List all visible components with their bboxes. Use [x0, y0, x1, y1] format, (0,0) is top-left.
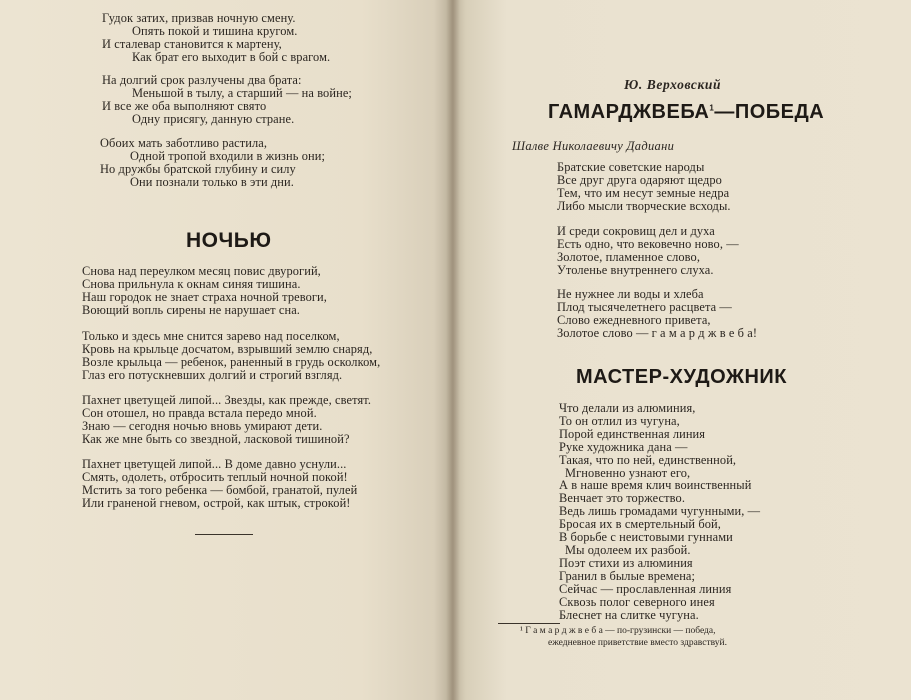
- stanza: [100, 137, 325, 189]
- footnote-line: ¹ Г а м а р д ж в е б а — по-грузински — победа,: [520, 626, 716, 636]
- verse-line: Что делали из алюминия,: [559, 401, 696, 415]
- verse-line: И сталевар становится к мартену,: [102, 36, 282, 51]
- verse-line: Тем, что им несут земные недра: [557, 185, 730, 200]
- verse-line: Снова над переулком месяц повис двурогий,: [82, 264, 321, 278]
- stanza: [82, 458, 357, 510]
- stanza: [82, 330, 380, 382]
- verse-line: Меньшой в тылу, а старший — на войне;: [132, 85, 352, 100]
- verse-line: Одну присягу, данную стране.: [132, 111, 295, 126]
- poem-title: [548, 101, 824, 124]
- verse-line: Пахнет цветущей липой... В доме давно уснули...: [82, 457, 347, 471]
- verse-line: Бросая их в смертельный бой,: [559, 517, 721, 532]
- stanza: [557, 161, 731, 213]
- verse-line: Мстить за того ребенка — бомбой, гранатой, пулей: [82, 482, 358, 497]
- stanza: [82, 265, 327, 317]
- verse-line: Руке художника дана —: [559, 439, 688, 454]
- verse-line: Братские советские народы: [557, 160, 705, 174]
- stanza: [102, 12, 330, 64]
- verse-line: Сейчас — прославленная линия: [559, 581, 732, 596]
- verse-line: Они познали только в эти дни.: [130, 174, 294, 189]
- verse-line: Сквозь полог северного инея: [559, 594, 715, 609]
- verse-line: Одной тропой входили в жизнь они;: [130, 148, 326, 163]
- verse-line: Мгновенно узнают его,: [565, 465, 691, 480]
- stanza: [557, 288, 757, 340]
- verse-line: Либо мысли творческие всходы.: [557, 198, 731, 213]
- verse-line: Или граненой гневом, острой, как штык, строкой!: [82, 495, 351, 510]
- verse-line: Пахнет цветущей липой... Звезды, как прежде, светят.: [82, 393, 372, 407]
- stanza: [102, 74, 352, 126]
- poem-title: МАСТЕР-ХУДОЖНИК: [576, 366, 788, 388]
- author: Ю. Верховский: [624, 77, 722, 92]
- verse-line: Венчает это торжество.: [559, 491, 686, 506]
- verse-line: На долгий срок разлучены два брата:: [102, 73, 302, 87]
- verse-line: Не нужнее ли воды и хлеба: [557, 287, 704, 301]
- verse-line: Как брат его выходит в бой с врагом.: [132, 49, 331, 64]
- verse-line: Знаю — сегодня ночью вновь умирают дети.: [82, 418, 323, 433]
- stanza: [557, 225, 739, 277]
- book-gutter: [446, 0, 460, 700]
- stanza: [559, 402, 760, 621]
- verse-line: Обоих мать заботливо растила,: [100, 136, 268, 150]
- footnote: [520, 626, 727, 649]
- verse-line: Такая, что по ней, единственной,: [559, 452, 737, 467]
- verse-line: Кровь на крыльце досчатом, взрывший землю снаряд,: [82, 341, 373, 356]
- verse-line: Снова прильнула к окнам синяя тишина.: [82, 276, 301, 291]
- left-page: [0, 0, 452, 700]
- verse-line: Утоленье внутреннего слуха.: [557, 262, 714, 277]
- poem-title: НОЧЬЮ: [186, 229, 272, 252]
- verse-line: И все же оба выполняют свято: [102, 98, 267, 113]
- stanza: [82, 394, 371, 446]
- verse-line: Золотое, пламенное слово,: [557, 249, 701, 264]
- verse-line: Все друг друга одаряют щедро: [557, 172, 722, 187]
- verse-line: Золотое слово — г а м а р д ж в е б а!: [557, 325, 758, 340]
- verse-line: Наш городок не знает страха ночной тревоги,: [82, 289, 327, 304]
- verse-line: Есть одно, что вековечно ново, —: [557, 236, 739, 251]
- verse-line: А в наше время клич воинственный: [559, 478, 752, 493]
- footnote-marker: 1: [709, 103, 715, 113]
- poem-title-rest: —ПОБЕДА: [714, 101, 825, 123]
- verse-line: То он отлил из чугуна,: [559, 413, 680, 428]
- verse-line: Как же мне быть со звездной, ласковой тишиной?: [82, 431, 350, 446]
- verse-line: Блеснет на слитке чугуна.: [559, 607, 699, 622]
- verse-line: Возле крыльца — ребенок, раненный в грудь осколком,: [82, 354, 381, 369]
- right-page: [452, 0, 911, 700]
- verse-line: Воющий вопль сирены не нарушает сна.: [82, 302, 300, 317]
- verse-line: Поэт стихи из алюминия: [559, 555, 693, 570]
- footnote-rule: [498, 623, 560, 624]
- verse-line: Сон отошел, но правда встала передо мной.: [82, 405, 317, 420]
- verse-line: Опять покой и тишина кругом.: [132, 23, 298, 38]
- verse-line: Глаз его потускневших долгий и строгий взгляд.: [82, 367, 343, 382]
- verse-line: Гранил в былые времена;: [559, 568, 696, 583]
- verse-line: Ведь лишь громадами чугунными, —: [559, 504, 761, 519]
- verse-line: Мы одолеем их разбой.: [565, 542, 691, 557]
- verse-line: Смять, одолеть, отбросить теплый ночной покой!: [82, 469, 348, 484]
- verse-line: Только и здесь мне снится зарево над поселком,: [82, 329, 340, 343]
- verse-line: В борьбе с неистовыми гуннами: [559, 530, 733, 545]
- dedication: Шалве Николаевичу Дадиани: [512, 139, 675, 153]
- poem-title-word: ГАМАРДЖВЕБА: [548, 101, 710, 123]
- verse-line: Но дружбы братской глубину и силу: [100, 161, 296, 176]
- verse-line: Плод тысячелетнего расцвета —: [557, 299, 732, 314]
- verse-line: Слово ежедневного привета,: [557, 312, 711, 327]
- verse-line: Гудок затих, призвав ночную смену.: [102, 11, 296, 25]
- footnote-line: ежедневное приветствие вместо здравствуй.: [548, 637, 727, 648]
- verse-line: Порой единственная линия: [559, 426, 706, 441]
- verse-line: И среди сокровищ дел и духа: [557, 224, 715, 238]
- end-rule: [195, 534, 253, 535]
